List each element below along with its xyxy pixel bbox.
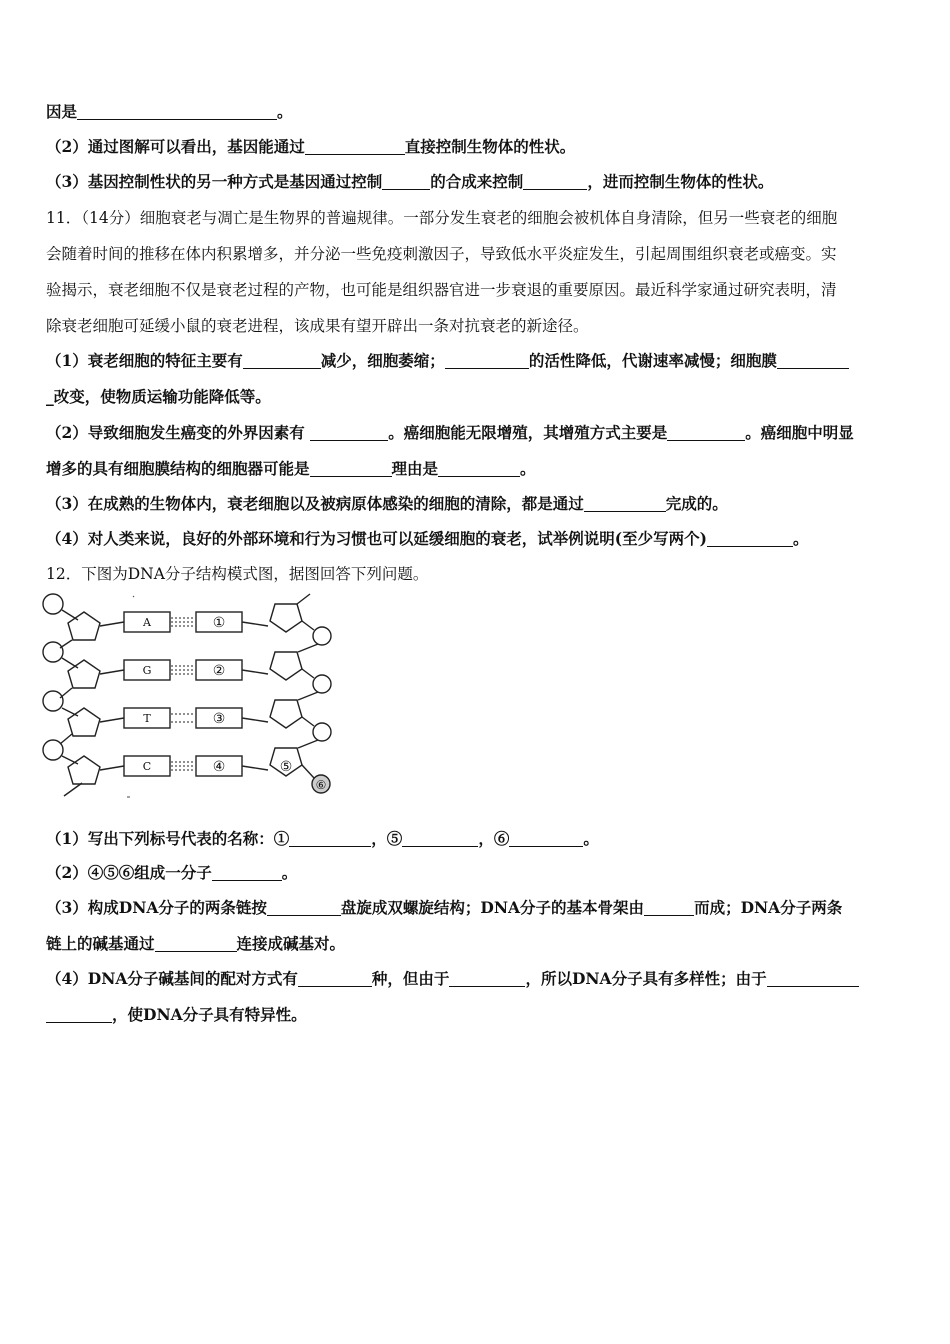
base-label-right: ④ (212, 759, 226, 775)
text: 的活性降低，代谢速率减慢；细胞膜 (528, 351, 777, 370)
text: （2）通过图解可以看出，基因能通过 (46, 137, 305, 156)
base-label-right: ② (212, 663, 226, 679)
q11-stem-4: 除衰老细胞可延缓小鼠的衰老进程，该成果有望开辟出一条对抗衰老的新途径。 (46, 317, 589, 335)
base-label-left: T (143, 712, 151, 725)
q12-part1 (46, 828, 906, 850)
q11-stem-3: 验揭示，衰老细胞不仅是衰老过程的产物，也可能是组织器官进一步衰退的重要原因。最近科学家通过研究表明，清 (46, 281, 837, 299)
q12-part4 (46, 968, 906, 990)
text: 链上的碱基通过 (46, 934, 155, 953)
sugar-base-bond (242, 718, 268, 722)
answer-blank[interactable] (310, 424, 388, 441)
left-backbone-bond (60, 734, 72, 744)
answer-blank[interactable] (212, 864, 282, 881)
text: 理由是 (391, 459, 439, 478)
phosphate-circle (313, 675, 331, 693)
label-6: ⑥ (315, 778, 327, 792)
answer-blank[interactable] (267, 899, 341, 916)
q12-part3-cont (46, 933, 906, 955)
label-5: ⑤ (279, 759, 293, 775)
left-backbone-bond (62, 756, 78, 764)
q11-part2 (46, 422, 906, 444)
text: 因是 (46, 102, 78, 121)
prev-answer-line (46, 101, 906, 123)
text: 。 (277, 102, 293, 121)
answer-blank[interactable] (310, 460, 392, 477)
q11-stem-1: 11．（14分）细胞衰老与凋亡是生物界的普遍规律。一部分发生衰老的细胞会被机体自身清除，但另一些衰老的细胞 (46, 209, 838, 227)
answer-blank[interactable] (584, 495, 666, 512)
answer-blank[interactable] (644, 899, 694, 916)
deoxyribose-pentagon (68, 708, 100, 736)
q11-part4 (46, 528, 906, 550)
text: 的合成来控制 (430, 172, 524, 191)
answer-blank[interactable] (667, 424, 745, 441)
phosphate-circle (43, 740, 63, 760)
prev-q3 (46, 171, 906, 193)
text: ，⑤ (371, 829, 403, 848)
deoxyribose-pentagon (270, 700, 302, 728)
left-backbone-bond (64, 783, 82, 796)
answer-blank[interactable] (289, 830, 371, 847)
text: 。癌细胞能无限增殖，其增殖方式主要是 (388, 423, 668, 442)
text: （4）DNA分子碱基间的配对方式有 (46, 969, 298, 988)
text: ，进而控制生物体的性状。 (587, 172, 774, 191)
answer-blank[interactable] (509, 830, 583, 847)
text: 。 (281, 863, 298, 882)
text: 完成的。 (665, 494, 728, 513)
text: ，⑥ (478, 829, 510, 848)
text: 减少，细胞萎缩； (320, 351, 445, 370)
right-backbone-bond (298, 644, 318, 652)
q11-part1 (46, 350, 906, 372)
phosphate-circle (43, 594, 63, 614)
deoxyribose-pentagon (68, 756, 100, 784)
phosphate-circle (313, 723, 331, 741)
text: （1）写出下列标号代表的名称：① (46, 829, 290, 848)
sugar-base-bond (242, 670, 268, 674)
answer-blank[interactable] (707, 530, 793, 547)
answer-blank[interactable] (438, 460, 520, 477)
q12-part2 (46, 862, 906, 884)
scan-speck (133, 596, 134, 597)
right-backbone-bond (297, 594, 310, 604)
answer-blank[interactable] (382, 173, 430, 190)
right-backbone-bond (302, 621, 314, 630)
text: （3）基因控制性状的另一种方式是基因通过控制 (46, 172, 383, 191)
sugar-base-bond (242, 766, 268, 770)
right-backbone-bond (302, 717, 314, 726)
text: 。癌细胞中明显 (745, 423, 854, 442)
answer-blank[interactable] (155, 935, 237, 952)
answer-blank[interactable] (449, 970, 525, 987)
right-backbone-bond (302, 669, 314, 678)
text: ，使DNA分子具有特异性。 (112, 1005, 307, 1024)
answer-blank[interactable] (77, 103, 277, 120)
sugar-base-bond (100, 622, 124, 626)
answer-blank[interactable] (445, 352, 529, 369)
sugar-base-bond (100, 766, 124, 770)
base-label-left: A (143, 616, 151, 629)
right-backbone-bond (302, 765, 314, 778)
text: （4）对人类来说，良好的外部环境和行为习惯也可以延缓细胞的衰老，试举例说明(至少写两个) (46, 529, 707, 548)
text: ，所以DNA分子具有多样性；由于 (525, 969, 767, 988)
sugar-base-bond (100, 718, 124, 722)
deoxyribose-pentagon (270, 652, 302, 680)
text: （3）构成DNA分子的两条链按 (46, 898, 267, 917)
text: 种，但由于 (371, 969, 450, 988)
text: （2）④⑤⑥组成一分子 (46, 863, 212, 882)
answer-blank[interactable] (46, 1006, 112, 1023)
answer-blank[interactable] (523, 173, 587, 190)
answer-blank[interactable] (298, 970, 372, 987)
text: 而成；DNA分子两条 (694, 898, 843, 917)
sugar-base-bond (100, 670, 124, 674)
deoxyribose-pentagon (270, 604, 302, 632)
text: 盘旋成双螺旋结构；DNA分子的基本骨架由 (340, 898, 645, 917)
phosphate-circle (43, 691, 63, 711)
phosphate-circle (43, 642, 63, 662)
prev-q2 (46, 136, 906, 158)
q11-stem-2: 会随着时间的推移在体内积累增多，并分泌一些免疫刺激因子，导致低水平炎症发生，引起周围组织衰老或癌变。实 (46, 245, 837, 263)
right-backbone-bond (298, 740, 318, 748)
q12-part3 (46, 897, 906, 919)
base-label-left: G (142, 664, 152, 677)
q11-part3 (46, 493, 906, 515)
text: 。 (583, 829, 599, 848)
dna-structure-diagram (40, 588, 340, 803)
text: 增多的具有细胞膜结构的细胞器可能是 (46, 459, 310, 478)
q12-stem: 12．下图为DNA分子结构模式图，据图回答下列问题。 (46, 565, 429, 583)
answer-blank[interactable] (305, 138, 405, 155)
text: （2）导致细胞发生癌变的外界因素有 (46, 423, 311, 442)
text: 。 (520, 459, 536, 478)
text: 直接控制生物体的性状。 (404, 137, 576, 156)
text: 。 (792, 529, 809, 548)
phosphate-circle (313, 627, 331, 645)
q11-part1-cont: _改变，使物质运输功能降低等。 (46, 387, 271, 406)
sugar-base-bond (242, 622, 268, 626)
base-label-right: ③ (212, 711, 226, 727)
answer-blank[interactable] (767, 970, 859, 987)
answer-blank[interactable] (402, 830, 478, 847)
base-label-left: C (142, 760, 152, 773)
answer-blank[interactable] (243, 352, 321, 369)
left-backbone-bond (62, 708, 78, 716)
text: 连接成碱基对。 (236, 934, 346, 953)
right-backbone-bond (298, 692, 318, 700)
q12-part4-cont (46, 1004, 906, 1026)
answer-blank[interactable] (777, 352, 849, 369)
base-label-right: ① (212, 615, 226, 631)
text: （1）衰老细胞的特征主要有 (46, 351, 243, 370)
q11-part2-cont (46, 458, 906, 480)
text: （3）在成熟的生物体内，衰老细胞以及被病原体感染的细胞的清除，都是通过 (46, 494, 584, 513)
